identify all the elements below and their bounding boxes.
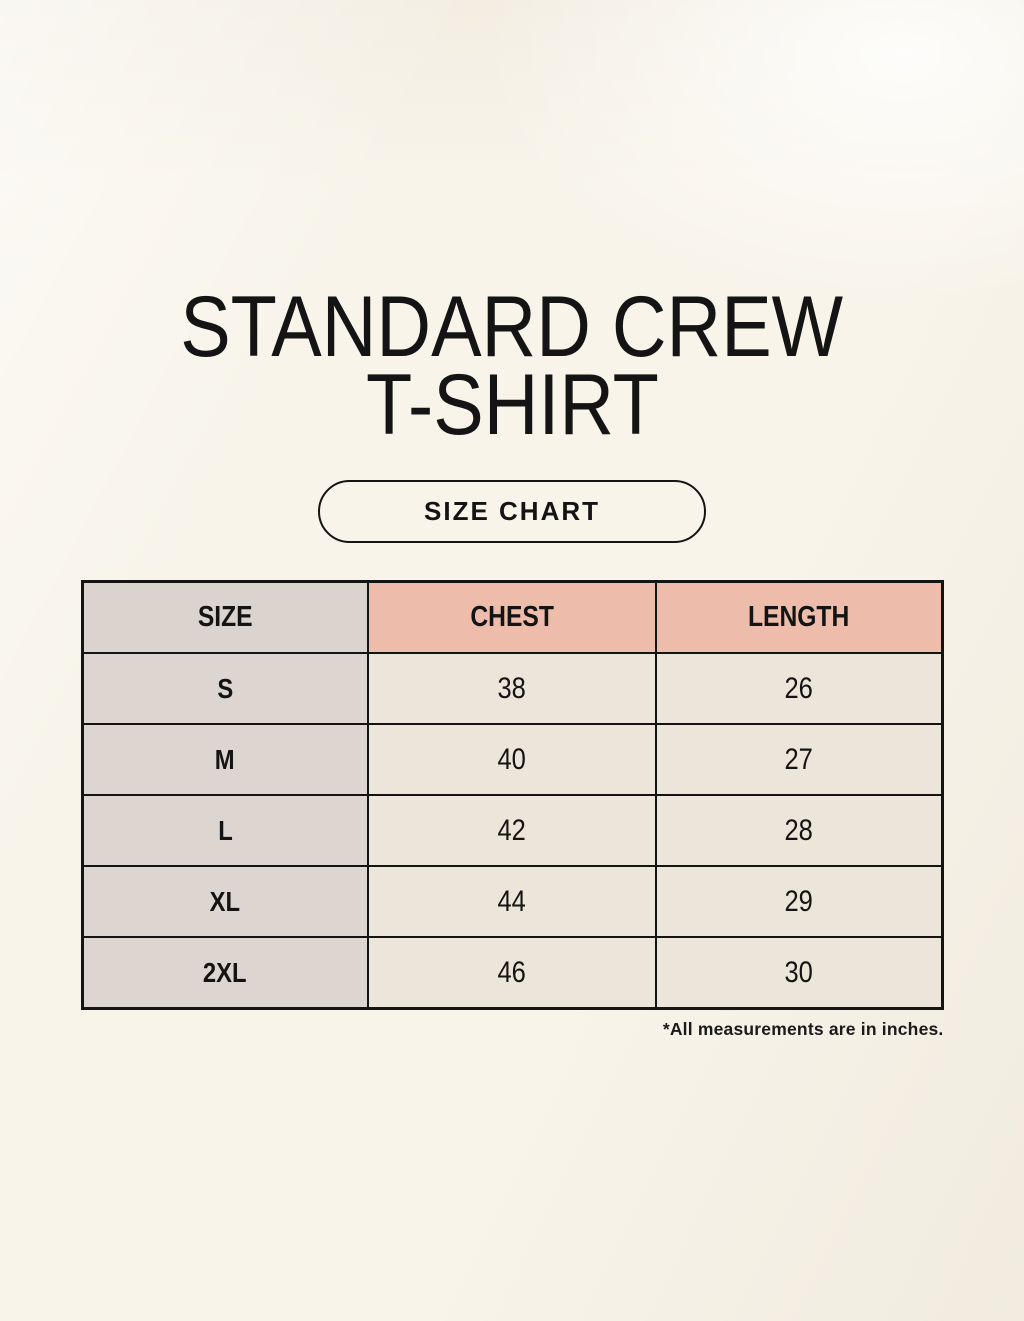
size-value: XL [209, 885, 241, 917]
length-value: 28 [784, 813, 814, 847]
length-cell [656, 795, 942, 866]
size-chart-badge [318, 480, 706, 543]
column-header-length [656, 582, 942, 654]
length-cell [656, 866, 942, 937]
table-row [82, 795, 942, 866]
column-header-chest [368, 582, 657, 654]
size-value: 2XL [203, 956, 247, 988]
length-value: 26 [784, 671, 814, 705]
page-title [0, 279, 1024, 453]
length-value: 29 [784, 884, 814, 918]
length-cell [656, 653, 942, 724]
column-header-length-label: LENGTH [748, 601, 850, 633]
size-chart-badge-label: SIZE CHART [424, 496, 600, 526]
measurements-footnote: *All measurements are in inches. [662, 1019, 944, 1039]
chest-value: 38 [497, 671, 527, 705]
title-line-2: T-SHIRT [365, 357, 659, 453]
length-value: 27 [784, 742, 814, 776]
chest-cell [368, 653, 657, 724]
size-value: M [215, 743, 236, 775]
column-header-size-label: SIZE [197, 601, 253, 633]
table-row [82, 866, 942, 937]
table-row [82, 724, 942, 795]
chest-cell [368, 795, 657, 866]
size-chart-table [81, 580, 944, 1010]
table-header-row [82, 582, 942, 654]
chest-cell [368, 937, 657, 1009]
chest-value: 46 [497, 955, 527, 989]
length-cell [656, 937, 942, 1009]
size-cell [82, 937, 368, 1009]
size-value: L [217, 814, 233, 846]
chest-cell [368, 724, 657, 795]
chest-cell [368, 866, 657, 937]
chest-value: 40 [497, 742, 527, 776]
size-value: S [217, 672, 234, 704]
column-header-chest-label: CHEST [470, 601, 554, 633]
chest-value: 42 [497, 813, 527, 847]
length-value: 30 [784, 955, 814, 989]
size-cell [82, 866, 368, 937]
size-cell [82, 795, 368, 866]
table-row [82, 937, 942, 1009]
size-cell [82, 653, 368, 724]
size-table-container [81, 580, 944, 1010]
title-line-1: STANDARD CREW [180, 279, 844, 375]
size-cell [82, 724, 368, 795]
column-header-size [82, 582, 368, 654]
table-row [82, 653, 942, 724]
chest-value: 44 [497, 884, 527, 918]
length-cell [656, 724, 942, 795]
